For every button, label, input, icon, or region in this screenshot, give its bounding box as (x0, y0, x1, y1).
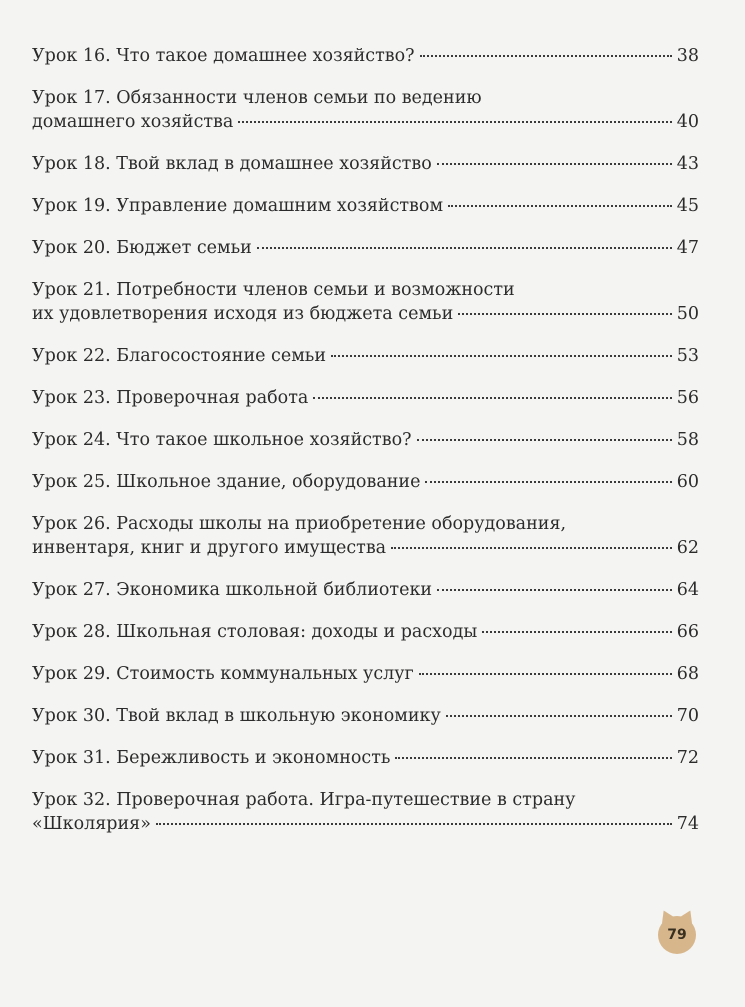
cat-ear-right-icon (679, 908, 696, 924)
toc-entry-title: инвентаря, книг и другого имущества (32, 538, 387, 558)
toc-entry-page: 68 (676, 664, 699, 684)
toc-entry (32, 704, 699, 728)
toc-entry-title: Урок 20. Бюджет семьи (32, 238, 252, 258)
dot-leader (458, 313, 671, 315)
toc-entry (32, 788, 699, 836)
dot-leader (425, 481, 671, 483)
toc-entry-title-line: Урок 26. Расходы школы на приобретение оборудования, (32, 514, 567, 534)
toc-entry (32, 236, 699, 260)
toc-entry-page: 64 (676, 580, 699, 600)
toc-entry-title: Урок 25. Школьное здание, оборудование (32, 472, 421, 492)
toc-entry (32, 470, 699, 494)
dot-leader (448, 205, 672, 207)
toc-entry-last-line (32, 746, 699, 770)
toc-entry (32, 278, 699, 326)
dot-leader (238, 121, 671, 123)
toc-entry-last-line (32, 662, 699, 686)
dot-leader (331, 355, 672, 357)
toc-entry (32, 578, 699, 602)
toc-entry-page: 66 (676, 622, 699, 642)
toc-entry-title-line: Урок 32. Проверочная работа. Игра-путешествие в страну (32, 790, 576, 810)
toc-entry-title: Урок 27. Экономика школьной библиотеки (32, 580, 433, 600)
toc-entry-page: 58 (676, 430, 699, 450)
toc-entry-page: 38 (676, 46, 699, 66)
toc-entry-last-line (32, 344, 699, 368)
toc-entry-page: 70 (676, 706, 699, 726)
toc-entry-last-line (32, 536, 699, 560)
toc-entry-title: Урок 16. Что такое домашнее хозяйство? (32, 46, 415, 66)
toc-entry (32, 428, 699, 452)
toc-entry (32, 746, 699, 770)
dot-leader (437, 163, 672, 165)
toc-entry-page: 53 (676, 346, 699, 366)
toc-entry-title: Урок 19. Управление домашним хозяйством (32, 196, 444, 216)
toc-entry (32, 344, 699, 368)
toc-entry-title: Урок 29. Стоимость коммунальных услуг (32, 664, 414, 684)
dot-leader (257, 247, 672, 249)
dot-leader (419, 673, 672, 675)
toc-entry-page: 62 (676, 538, 699, 558)
toc-entry-page: 50 (676, 304, 699, 324)
toc-entry-title-line: Урок 17. Обязанности членов семьи по ведению (32, 88, 482, 108)
cat-ear-left-icon (657, 908, 674, 924)
toc-entry-page: 56 (676, 388, 699, 408)
toc-entry-last-line (32, 470, 699, 494)
dot-leader (446, 715, 672, 717)
toc-entry-title: их удовлетворения исходя из бюджета семьи (32, 304, 454, 324)
dot-leader (395, 757, 671, 759)
table-of-contents (32, 44, 699, 854)
toc-entry-last-line (32, 578, 699, 602)
toc-entry (32, 194, 699, 218)
toc-entry-title: Урок 30. Твой вклад в школьную экономику (32, 706, 441, 726)
toc-entry-page: 43 (676, 154, 699, 174)
dot-leader (417, 439, 672, 441)
toc-entry (32, 662, 699, 686)
toc-entry-page: 74 (676, 814, 699, 834)
toc-entry-page: 47 (676, 238, 699, 258)
toc-entry-last-line (32, 110, 699, 134)
toc-entry-title: домашнего хозяйства (32, 112, 234, 132)
toc-entry-last-line (32, 194, 699, 218)
toc-entry-title-line: Урок 21. Потребности членов семьи и возможности (32, 280, 515, 300)
toc-entry (32, 512, 699, 560)
toc-entry (32, 152, 699, 176)
dot-leader (391, 547, 672, 549)
toc-entry-page: 60 (676, 472, 699, 492)
page-number: 79 (667, 927, 687, 943)
toc-entry-last-line (32, 236, 699, 260)
dot-leader (156, 823, 672, 825)
dot-leader (420, 55, 672, 57)
dot-leader (482, 631, 671, 633)
toc-entry (32, 86, 699, 134)
toc-entry-page: 40 (676, 112, 699, 132)
toc-entry-last-line (32, 302, 699, 326)
dot-leader (313, 397, 671, 399)
toc-entry-last-line (32, 428, 699, 452)
toc-entry-title: «Школярия» (32, 814, 151, 834)
toc-entry (32, 620, 699, 644)
toc-entry-title: Урок 28. Школьная столовая: доходы и расходы (32, 622, 478, 642)
toc-entry (32, 44, 699, 68)
toc-entry-last-line (32, 386, 699, 410)
toc-entry-title: Урок 18. Твой вклад в домашнее хозяйство (32, 154, 432, 174)
toc-entry-title: Урок 22. Благосостояние семьи (32, 346, 326, 366)
toc-entry-last-line (32, 44, 699, 68)
toc-entry-title: Урок 24. Что такое школьное хозяйство? (32, 430, 412, 450)
dot-leader (437, 589, 672, 591)
toc-entry-page: 45 (676, 196, 699, 216)
toc-entry-title: Урок 31. Бережливость и экономность (32, 748, 391, 768)
toc-entry-last-line (32, 704, 699, 728)
toc-entry-last-line (32, 812, 699, 836)
toc-entry-title: Урок 23. Проверочная работа (32, 388, 309, 408)
toc-entry-last-line (32, 152, 699, 176)
toc-entry-last-line (32, 620, 699, 644)
toc-entry (32, 386, 699, 410)
toc-entry-page: 72 (676, 748, 699, 768)
page-number-badge (658, 916, 696, 954)
